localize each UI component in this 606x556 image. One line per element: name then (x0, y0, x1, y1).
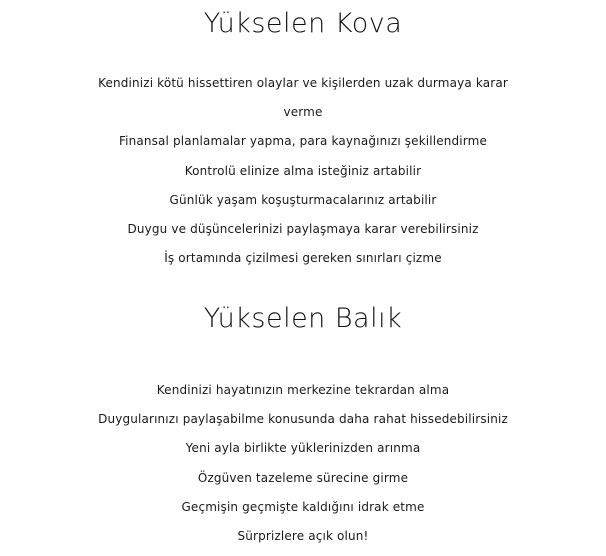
kova-line-6: Duygu ve düşüncelerinizi paylaşmaya karar verebilirsiniz (127, 222, 479, 237)
balik-line-2: Duygularınızı paylaşabilme konusunda daha rahat hissedebilirsiniz (98, 412, 508, 427)
kova-section-title-wrap (0, 8, 606, 40)
kova-line-2: verme (283, 105, 323, 120)
kova-line-5: Günlük yaşam koşuşturmacalarınız artabilir (169, 192, 437, 207)
kova-line-1: Kendinizi kötü hissettiren olaylar ve kişilerden uzak durmaya karar (98, 76, 508, 90)
kova-heading: Yükselen Kova (203, 8, 403, 39)
balik-list (0, 376, 606, 551)
balik-line-6: Sürprizlere açık olun! (237, 529, 369, 544)
balik-line-1: Kendinizi hayatınızın merkezine tekrardan alma (156, 383, 450, 397)
kova-list (0, 69, 606, 273)
balik-line-4: Özgüven tazeleme sürecine girme (197, 470, 409, 485)
kova-line-4: Kontrolü elinize alma isteğiniz artabilir (184, 163, 422, 178)
kova-line-7: İş ortamında çizilmesi gereken sınırları çizme (164, 251, 442, 266)
balik-line-5: Geçmişin geçmişte kaldığını idrak etme (181, 499, 425, 514)
kova-line-3: Finansal planlamalar yapma, para kaynağınızı şekillendirme (118, 134, 488, 149)
balik-line-3: Yeni ayla birlikte yüklerinizden arınma (185, 441, 421, 456)
balik-section-title-wrap (0, 303, 606, 335)
balik-heading: Yükselen Balık (203, 303, 403, 334)
